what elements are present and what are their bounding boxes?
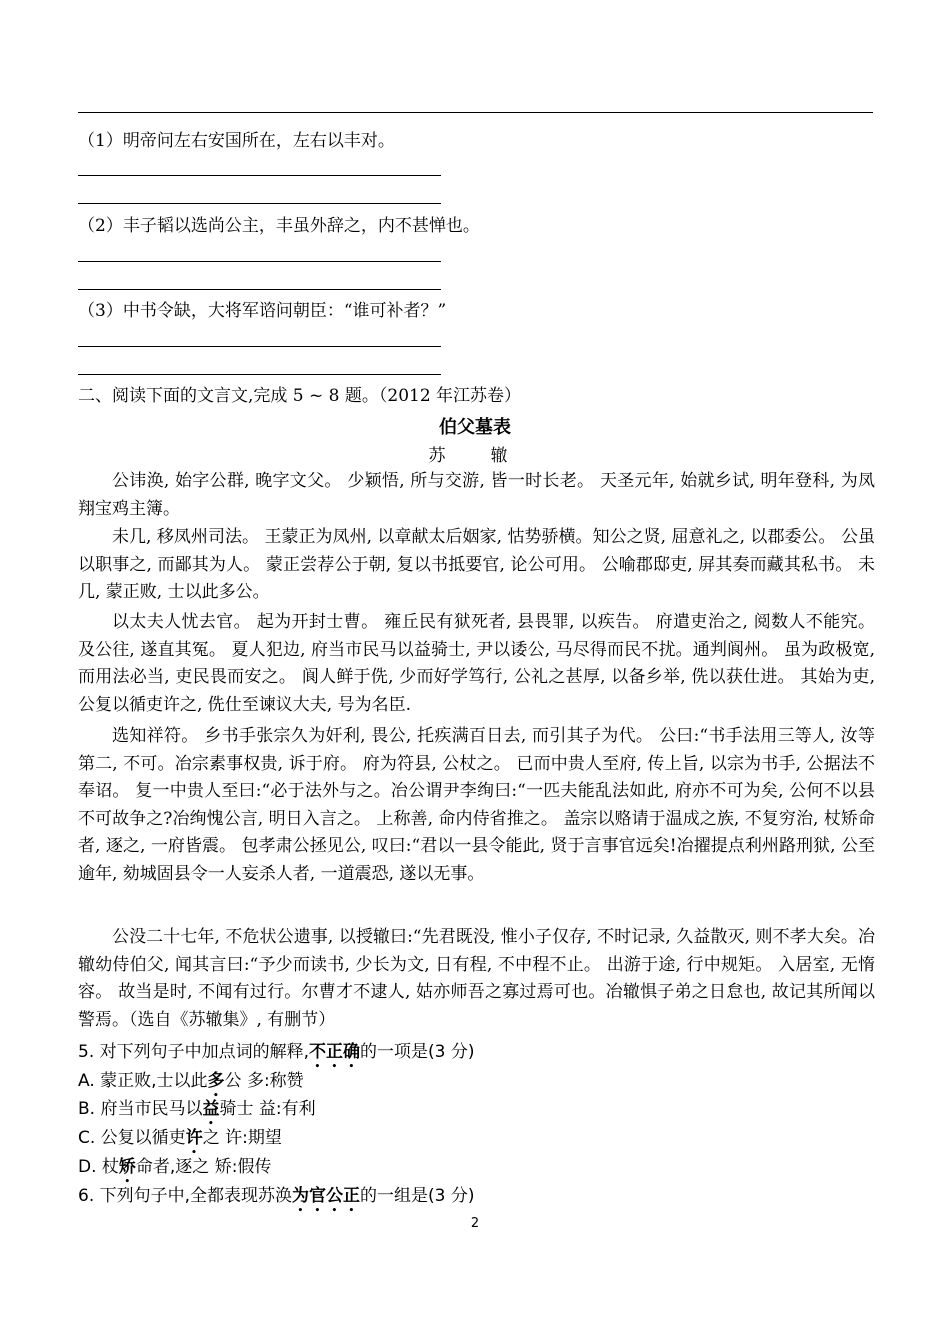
answer-line <box>78 374 441 375</box>
answer-line <box>78 346 441 347</box>
answer-line <box>78 289 441 290</box>
dotted-word: 多 <box>207 1071 225 1091</box>
option-text: 骑士 益:有利 <box>219 1099 316 1119</box>
article-paragraph-1: 公讳涣, 始字公群, 晚字文父。 少颖悟, 所与交游, 皆一时长老。 天圣元年, 始就乡试, 明年登科, 为凤翔宝鸡主簿。 <box>78 471 875 519</box>
answer-line <box>78 261 441 262</box>
answer-line <box>78 203 441 204</box>
article-paragraph-5: 公没二十七年, 不危状公遗事, 以授辙曰:“先君既没, 惟小子仅存, 不时记录, 久益散灭, 则不孝大矣。冶辙幼侍伯父, 闻其言曰:“予少而读书, 少长为文, 日有程, 不中程不止。 出游于途, 行中规矩。 入居室, 无惰容。 故当是时, 不闻有过行。尔曹才不逮人, 姑亦师吾之寡过焉可也。冶辙惧子弟之日怠也, 故记其所闻以警焉。（选自《苏辙集》, 有删节） <box>78 927 875 1030</box>
answer-line <box>78 175 441 176</box>
option-text: D. 杖 <box>78 1157 119 1177</box>
top-divider <box>78 112 873 113</box>
option-text: C. 公复以循吏 <box>78 1128 186 1148</box>
article-title: 伯父墓表 <box>439 417 511 438</box>
article-paragraph-4: 选知祥符。 乡书手张宗久为奸利, 畏公, 托疾满百日去, 而引其子为代。 公曰:“书手法用三等人, 汝等第二, 不可。冶宗素事权贵, 诉于府。 府为符县, 公杖之。 已而中贵人至府, 传上旨, 以宗为书手, 公据法不奉诏。 复一中贵人至曰:“必于法外与之。冶公谓尹李绚曰:“一匹夫能乱法如此, 府亦不可为矣, 公何不以县不可故争之?冶绚愧公言, 明日入言之。 上称善, 命内侍省推之。 盖宗以赂请于温成之族, 不复穷治, 杖矫命者, 逐之, 一府皆震。 包孝肃公拯见公, 叹曰:“君以一县令能此, 贤于言事官远矣!冶擢提点利州路刑狱, 公至逾年, 劾城固县令一人妄杀人者, 一道震恐, 遂以无事。 <box>78 726 875 884</box>
translation-item-2: （2）丰子韬以选尚公主，丰虽外辞之，内不甚惮也。 <box>78 216 480 236</box>
article-author: 苏 辙 <box>428 446 522 466</box>
option-text: 公 多:称赞 <box>224 1071 304 1091</box>
dotted-word: 益 <box>202 1099 220 1119</box>
option-text: A. 蒙正败,士以此 <box>78 1071 208 1091</box>
stem-prefix: 5. 对下列句子中加点词的解释, <box>78 1042 310 1062</box>
stem-prefix: 6. 下列句子中,全都表现苏涣 <box>78 1186 293 1206</box>
translation-item-3: （3）中书令缺，大将军谘问朝臣：“谁可补者？” <box>78 301 447 321</box>
option-text: 之 许:期望 <box>202 1128 282 1148</box>
option-text: 命者,逐之 矫:假传 <box>135 1157 272 1177</box>
dotted-word: 矫 <box>118 1157 136 1177</box>
page-number: 2 <box>470 1216 480 1231</box>
stem-suffix: 的一组是(3 分) <box>360 1186 475 1206</box>
section-heading: 二、阅读下面的文言文,完成 5 ~ 8 题。（2012 年江苏卷） <box>78 386 522 406</box>
stem-emphasis: 为官公正 <box>292 1186 361 1206</box>
option-text: B. 府当市民马以 <box>78 1099 203 1119</box>
article-paragraph-2: 未几, 移凤州司法。 王蒙正为凤州, 以章献太后姻家, 怙势骄横。知公之贤, 屈意礼之, 以郡委公。 公虽以职事之, 而鄙其为人。 蒙正尝荐公于朝, 复以书抵要官, 论公可用。 公喻郡邸吏, 屏其奏而藏其私书。 未几, 蒙正败, 士以此多公。 <box>78 527 875 603</box>
stem-suffix: 的一项是(3 分) <box>360 1042 475 1062</box>
stem-emphasis: 不正确 <box>309 1042 361 1062</box>
translation-item-1: （1）明帝问左右安国所在，左右以丰对。 <box>78 131 395 151</box>
question-6-stem <box>78 1181 475 1216</box>
dotted-word: 许 <box>185 1128 203 1148</box>
article-paragraph-3: 以太夫人忧去官。 起为开封士曹。 雍丘民有狱死者, 县畏罪, 以疾告。 府遣吏治之, 阅数人不能究。 及公往, 遂直其冤。 夏人犯边, 府当市民马以益骑士, 尹以诿公, 马尽得而民不扰。通判阆州。 虽为政极宽, 而用法必当, 吏民畏而安之。 阆人鲜于侁, 少而好学笃行, 公礼之甚厚, 以备乡举, 侁以获仕进。 其始为吏, 公复以循吏许之, 侁仕至谏议大夫, 号为名臣. <box>78 612 875 715</box>
